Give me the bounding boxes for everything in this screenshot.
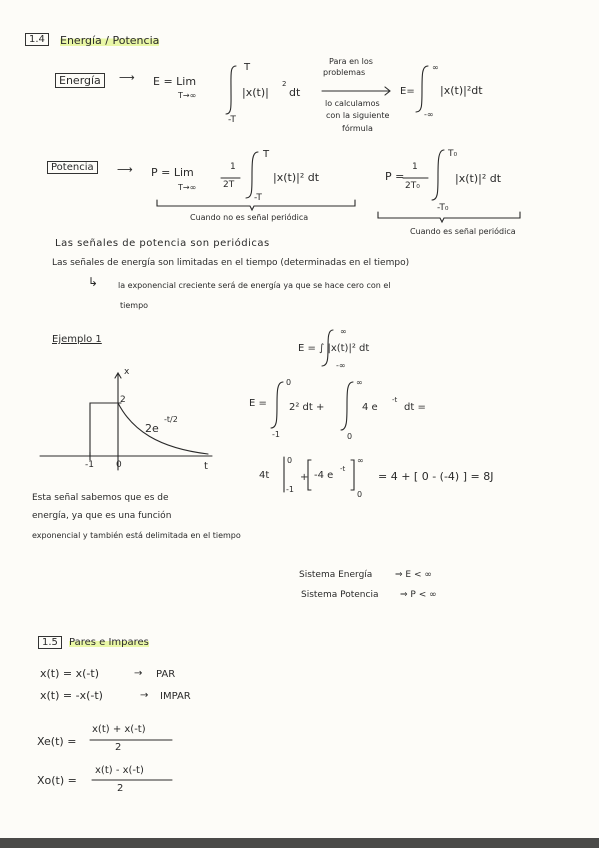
potencia-alt-upper: T₀: [448, 149, 458, 159]
energia-alt-lhs: E=: [400, 86, 415, 97]
potencia-limit: T→∞: [178, 183, 197, 192]
energia-note-3: lo calculamos: [325, 99, 380, 108]
par-arrow: →: [134, 668, 143, 679]
eq3-b-upper: ∞: [357, 456, 364, 465]
eq1: E = ∫ |x(t)|² dt: [298, 343, 370, 354]
eq1-upper: ∞: [340, 327, 347, 336]
eq3-a: 4t: [259, 470, 270, 481]
graph-x-tick-zero: 0: [116, 460, 122, 470]
energia-dt: dt: [289, 86, 301, 99]
xo-lhs: Xo(t) =: [37, 774, 77, 787]
eq3-b: -4 e: [314, 470, 334, 481]
note-line-2: Las señales de energía son limitadas en el tiempo (determinadas en el tiempo): [52, 258, 410, 268]
graph-x-axis-label: t: [204, 461, 208, 472]
energia-arrow: ⟶: [119, 71, 135, 84]
energia-note-4: con la siguiente: [326, 111, 390, 120]
eq2-integral-1: [271, 382, 283, 428]
energia-limit: T→∞: [178, 91, 197, 100]
note-line-1: Las señales de potencia son periódicas: [55, 238, 270, 249]
impar-formula: x(t) = -x(-t): [40, 689, 103, 702]
potencia-alt-frac-den: 2T₀: [405, 181, 420, 191]
energia-exp: 2: [282, 80, 287, 88]
eq2-part2: 4 e: [362, 402, 378, 413]
energia-alt-integral-sign: [416, 66, 428, 112]
eq2-integral-2: [341, 382, 353, 430]
par-label: PAR: [156, 669, 176, 680]
eq3-b-exp: -t: [340, 465, 346, 473]
example-graph: [40, 373, 212, 470]
energia-alt-lower: -∞: [424, 110, 434, 119]
section-title-pares-impares: Pares e Impares: [69, 637, 149, 648]
eq3-a-lower: -1: [286, 485, 294, 494]
energia-note-arrow: [322, 87, 390, 95]
bottom-edge-bar: [0, 838, 599, 848]
energia-alt-upper: ∞: [432, 63, 439, 72]
eq3-bracket-b2: [351, 460, 354, 490]
xe-numerator: x(t) + x(-t): [92, 724, 146, 735]
potencia-alt-brace-note: Cuando es señal periódica: [410, 227, 516, 236]
potencia-integrand: |x(t)|² dt: [273, 171, 320, 184]
potencia-brace-note: Cuando no es señal periódica: [190, 213, 309, 222]
graph-curve-exp: -t/2: [164, 415, 178, 424]
potencia-arrow: ⟶: [117, 163, 133, 176]
conclusion-line-1: Esta señal sabemos que es de: [32, 493, 169, 503]
note-arrow-icon: ↳: [88, 275, 99, 289]
eq1-integral-sign: [322, 330, 333, 366]
potencia-lower: -T: [254, 193, 262, 203]
eq3-result: = 4 + [ 0 - (-4) ] = 8J: [378, 470, 494, 483]
potencia-alt-lower: -T₀: [437, 203, 449, 213]
xe-denominator: 2: [115, 742, 122, 753]
eq3-plus: +: [300, 472, 309, 483]
sistema-potencia-label: Sistema Potencia: [301, 590, 379, 600]
graph-exponential-curve: [118, 403, 208, 454]
eq2-part2-end: dt =: [404, 402, 426, 413]
xo-numerator: x(t) - x(-t): [95, 765, 144, 776]
xe-lhs: Xe(t) =: [37, 735, 77, 748]
sistema-energia-label: Sistema Energía: [299, 570, 373, 580]
energia-formula-lhs: E = Lim: [153, 75, 197, 88]
energia-integrand: |x(t)|: [242, 86, 269, 99]
potencia-brace: [157, 200, 355, 210]
energia-label: Energía: [55, 73, 105, 88]
potencia-alt-brace: [378, 212, 520, 222]
energia-note-1: Para en los: [329, 57, 373, 66]
eq2-part2-exp: -t: [392, 396, 398, 404]
energia-alt-integrand: |x(t)|²dt: [440, 84, 483, 97]
potencia-frac-num: 1: [230, 162, 236, 172]
section-title-energia-potencia: Energía / Potencia: [60, 34, 160, 47]
note-line-3b: tiempo: [120, 301, 149, 310]
eq2-lhs: E =: [249, 398, 267, 409]
conclusion-line-3: exponencial y también está delimitada en el tiempo: [32, 531, 241, 540]
xo-denominator: 2: [117, 783, 124, 794]
eq2-p2-lower: 0: [347, 432, 353, 441]
ejemplo-title: Ejemplo 1: [52, 334, 102, 345]
potencia-alt-integrand: |x(t)|² dt: [455, 172, 502, 185]
section-number-1-5: 1.5: [38, 636, 62, 649]
eq3-bracket-b1: [308, 460, 311, 490]
sistema-potencia-rel: ⇒ P < ∞: [400, 590, 437, 600]
eq2-p1-lower: -1: [272, 430, 280, 439]
energia-integral-sign: [226, 66, 236, 114]
energia-upper: T: [244, 62, 251, 73]
eq1-lower: -∞: [336, 361, 346, 370]
impar-label: IMPAR: [160, 691, 191, 702]
potencia-frac-den: 2T: [223, 180, 235, 190]
section-number-1-4: 1.4: [25, 33, 49, 46]
graph-y-axis-label: x: [124, 367, 130, 377]
eq2-p1-upper: 0: [286, 378, 292, 387]
eq3-b-lower: 0: [357, 490, 363, 499]
energia-note-2: problemas: [323, 68, 366, 77]
par-formula: x(t) = x(-t): [40, 667, 99, 680]
sistema-energia-rel: ⇒ E < ∞: [395, 570, 432, 580]
eq2-p2-upper: ∞: [356, 378, 363, 387]
impar-arrow: →: [140, 690, 149, 701]
energia-lower: -T: [228, 115, 236, 125]
energia-note-5: fórmula: [342, 124, 373, 133]
graph-x-tick-neg: -1: [85, 460, 94, 470]
potencia-upper: T: [263, 149, 270, 160]
potencia-alt-integral-sign: [432, 150, 444, 200]
graph-curve-label: 2e: [145, 422, 159, 435]
eq2-part1: 2² dt +: [289, 402, 325, 413]
note-line-3a: la exponencial creciente será de energía ya que se hace cero con el: [118, 281, 391, 290]
graph-rect-segment: [90, 403, 118, 456]
potencia-label: Potencia: [47, 161, 98, 174]
conclusion-line-2: energía, ya que es una función: [32, 511, 172, 521]
potencia-alt-lhs: P =: [385, 170, 405, 183]
potencia-formula-lhs: P = Lim: [151, 166, 194, 179]
potencia-alt-frac-num: 1: [412, 162, 418, 172]
graph-y-tick: 2: [120, 395, 126, 405]
eq3-a-upper: 0: [287, 456, 293, 465]
potencia-integral-sign: [246, 152, 258, 198]
